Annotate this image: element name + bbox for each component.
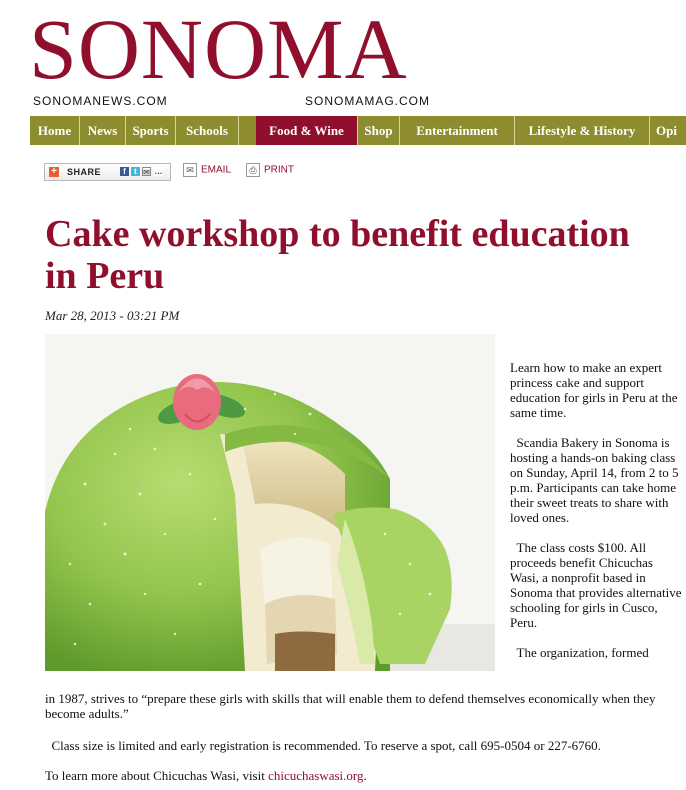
article-headline: Cake workshop to benefit education in Peru (45, 213, 630, 297)
twitter-icon[interactable]: t (131, 167, 140, 176)
article-paragraph-6 (45, 768, 685, 783)
article-paragraph-4-rest: in 1987, strives to “prepare these girls with skills that will enable them to defend themselves economically when they become adults.” (45, 691, 656, 721)
print-label: PRINT (264, 164, 294, 176)
article-paragraph-2: Scandia Bakery in Sonoma is hosting a hands-on baking class on Sunday, April 14, from 2 to 5 p.m. Participants can take home their sweet treats to share with loved ones. (510, 435, 682, 525)
facebook-icon[interactable]: f (120, 167, 129, 176)
print-button[interactable] (246, 163, 294, 177)
nav-lifestyle-history[interactable]: Lifestyle & History (515, 116, 650, 145)
para6-prefix: To learn more about Chicuchas Wasi, visit (45, 768, 269, 783)
nav-news[interactable]: News (80, 116, 126, 145)
printer-icon: ⎙ (246, 163, 260, 177)
mail-icon[interactable]: ✉ (143, 168, 150, 177)
more-icon[interactable]: … (154, 167, 163, 176)
share-button[interactable] (44, 163, 171, 181)
chicuchaswasi-link[interactable]: chicuchaswasi.org (268, 768, 364, 783)
sonomanews-link[interactable]: SONOMANEWS.COM (33, 94, 168, 108)
article-paragraph-3: The class costs $100. All proceeds benefit Chicuchas Wasi, a nonprofit based in Sonoma that provides alternative schooling for girls in Cusco, Peru. (510, 540, 685, 630)
article-paragraph-4-start: The organization, formed (510, 645, 649, 660)
nav-home[interactable]: Home (30, 116, 80, 145)
article-side-column (510, 360, 685, 660)
share-service-icons (120, 167, 168, 177)
article-photo (45, 334, 495, 671)
email-label: EMAIL (201, 164, 232, 176)
nav-food-wine[interactable]: Food & Wine (256, 116, 358, 145)
para6-suffix: . (363, 768, 367, 783)
nav-sports[interactable]: Sports (126, 116, 176, 145)
envelope-icon: ✉ (183, 163, 197, 177)
sonomamag-link[interactable]: SONOMAMAG.COM (305, 94, 431, 108)
nav-schools[interactable]: Schools (176, 116, 239, 145)
nav-opinion[interactable]: Opi (656, 123, 677, 138)
article-date: Mar 28, 2013 - 03:21 PM (45, 308, 180, 323)
plus-icon: + (49, 167, 59, 177)
share-label: SHARE (67, 167, 102, 177)
nav-entertainment[interactable]: Entertainment (400, 116, 515, 145)
share-toolbar (44, 163, 444, 181)
email-button[interactable] (183, 163, 231, 177)
site-logo[interactable]: SONOMA (29, 1, 408, 97)
main-nav (30, 116, 686, 145)
article-paragraph-5: Class size is limited and early registration is recommended. To reserve a spot, call 695-0504 or 227-6760. (45, 738, 601, 753)
nav-shop[interactable]: Shop (358, 116, 400, 145)
masthead (0, 0, 686, 114)
article-paragraph-1: Learn how to make an expert princess cake and support education for girls in Peru at the same time. (510, 360, 681, 420)
